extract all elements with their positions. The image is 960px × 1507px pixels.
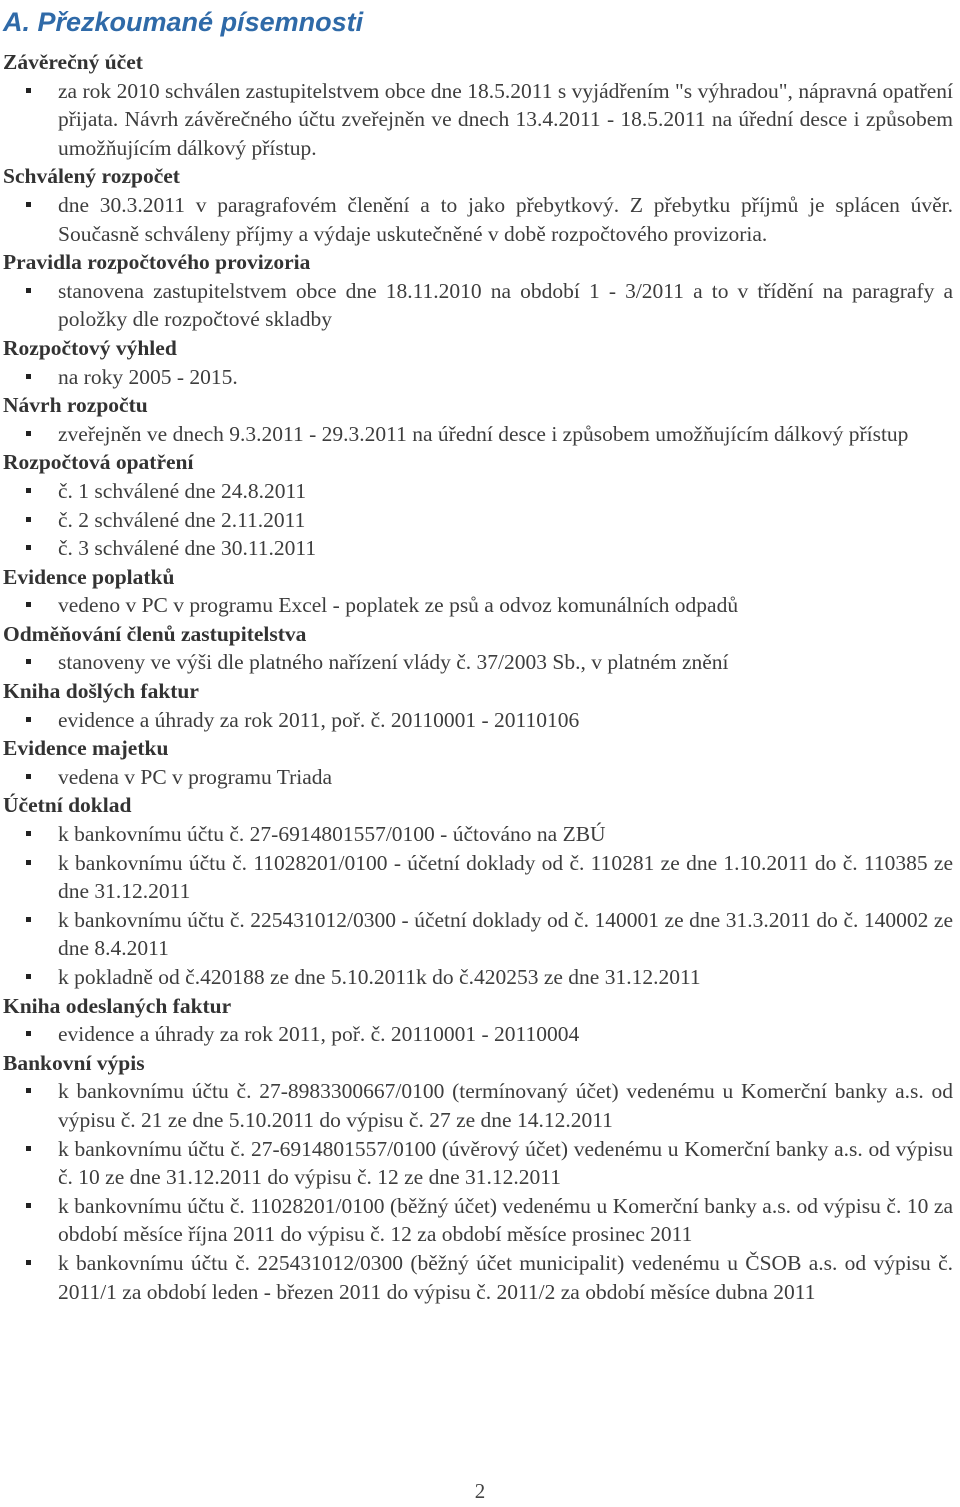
list-item: vedena v PC v programu Triada [3, 763, 953, 792]
list-item: dne 30.3.2011 v paragrafovém členění a to jako přebytkový. Z přebytku příjmů je splácen úvěr. Současně schváleny příjmy a výdaje uskutečněné v době rozpočtového provizoria. [3, 191, 953, 248]
bullet-list [3, 1077, 953, 1306]
bullet-list [3, 706, 953, 735]
list-item: vedeno v PC v programu Excel - poplatek ze psů a odvoz komunálních odpadů [3, 591, 953, 620]
section-heading: Návrh rozpočtu [3, 393, 148, 418]
section-heading: Účetní doklad [3, 793, 132, 818]
list-item: stanovena zastupitelstvem obce dne 18.11.2010 na období 1 - 3/2011 a to v třídění na paragrafy a položky dle rozpočtové skladby [3, 277, 953, 334]
section-heading: Rozpočtová opatření [3, 450, 194, 475]
bullet-list [3, 277, 953, 334]
bullet-list [3, 420, 953, 449]
section-kniha-odeslanych-faktur [3, 992, 953, 1049]
bullet-list [3, 77, 953, 163]
section-zaverecny-ucet [3, 48, 953, 162]
list-item: č. 1 schválené dne 24.8.2011 [3, 477, 953, 506]
list-item: č. 3 schválené dne 30.11.2011 [3, 534, 953, 563]
section-ucetni-doklad [3, 791, 953, 991]
section-kniha-doslych-faktur [3, 677, 953, 734]
section-heading: Závěrečný účet [3, 50, 143, 74]
list-item: č. 2 schválené dne 2.11.2011 [3, 506, 953, 535]
bullet-list [3, 1020, 953, 1049]
list-item: k bankovnímu účtu č. 11028201/0100 (běžný účet) vedenému u Komerční banky a.s. od výpisu č. 10 za období měsíce října 2011 do výpisu č. 12 za období měsíce prosinec 2011 [3, 1192, 953, 1249]
bullet-list [3, 191, 953, 248]
section-navrh-rozpoctu [3, 391, 953, 448]
bullet-list [3, 763, 953, 792]
list-item: k pokladně od č.420188 ze dne 5.10.2011k do č.420253 ze dne 31.12.2011 [3, 963, 953, 992]
bullet-list [3, 477, 953, 563]
list-item: k bankovnímu účtu č. 11028201/0100 - účetní doklady od č. 110281 ze dne 1.10.2011 do č. 110385 ze dne 31.12.2011 [3, 849, 953, 906]
section-rozpoctova-opatreni [3, 448, 953, 562]
bullet-list [3, 648, 953, 677]
section-evidence-poplatku [3, 563, 953, 620]
bullet-list [3, 591, 953, 620]
section-heading: Pravidla rozpočtového provizoria [3, 250, 311, 275]
section-bankovni-vypis [3, 1049, 953, 1306]
list-item: za rok 2010 schválen zastupitelstvem obce dne 18.5.2011 s vyjádřením "s výhradou", nápravná opatření přijata. Návrh závěrečného účtu zveřejněn ve dnech 13.4.2011 - 18.5.2011 na úřední desce i způsobem umožňujícím dálkový přístup. [3, 77, 953, 163]
list-item: na roky 2005 - 2015. [3, 363, 953, 392]
section-heading: Evidence poplatků [3, 564, 175, 589]
list-item: k bankovnímu účtu č. 27-8983300667/0100 (termínovaný účet) vedenému u Komerční banky a.s. od výpisu č. 21 ze dne 5.10.2011 do výpisu č. 27 ze dne 14.12.2011 [3, 1077, 953, 1134]
list-item: k bankovnímu účtu č. 225431012/0300 (běžný účet municipalit) vedenému u ČSOB a.s. od výpisu č. 2011/1 za období leden - březen 2011 do výpisu č. 2011/2 za období měsíce dubna 2011 [3, 1249, 953, 1306]
list-item: k bankovnímu účtu č. 27-6914801557/0100 - účtováno na ZBÚ [3, 820, 953, 849]
list-item: stanoveny ve výši dle platného nařízení vlády č. 37/2003 Sb., v platném znění [3, 648, 953, 677]
section-heading: Bankovní výpis [3, 1050, 145, 1075]
section-evidence-majetku [3, 734, 953, 791]
page-number: 2 [474, 1479, 486, 1503]
section-heading: Kniha odeslaných faktur [3, 993, 232, 1018]
bullet-list [3, 363, 953, 392]
section-pravidla-provizoria [3, 248, 953, 334]
list-item: evidence a úhrady za rok 2011, poř. č. 20110001 - 20110004 [3, 1020, 953, 1049]
section-odmenovani [3, 620, 953, 677]
section-heading: Kniha došlých faktur [3, 679, 199, 704]
list-item: zveřejněn ve dnech 9.3.2011 - 29.3.2011 na úřední desce i způsobem umožňujícím dálkový přístup [3, 420, 953, 449]
document-content [3, 48, 953, 1306]
list-item: evidence a úhrady za rok 2011, poř. č. 20110001 - 20110106 [3, 706, 953, 735]
bullet-list [3, 820, 953, 992]
section-heading: Rozpočtový výhled [3, 335, 177, 360]
section-heading: Evidence majetku [3, 736, 169, 761]
section-rozpoctovy-vyhled [3, 334, 953, 391]
section-heading: Odměňování členů zastupitelstva [3, 621, 307, 646]
section-heading: Schválený rozpočet [3, 164, 180, 189]
list-item: k bankovnímu účtu č. 27-6914801557/0100 (úvěrový účet) vedenému u Komerční banky a.s. od výpisu č. 10 ze dne 31.12.2011 do výpisu č. 12 ze dne 31.12.2011 [3, 1135, 953, 1192]
list-item: k bankovnímu účtu č. 225431012/0300 - účetní doklady od č. 140001 ze dne 31.3.2011 do č. 140002 ze dne 8.4.2011 [3, 906, 953, 963]
page-title: A. Přezkoumané písemnosti [3, 7, 364, 37]
section-schvaleny-rozpocet [3, 162, 953, 248]
